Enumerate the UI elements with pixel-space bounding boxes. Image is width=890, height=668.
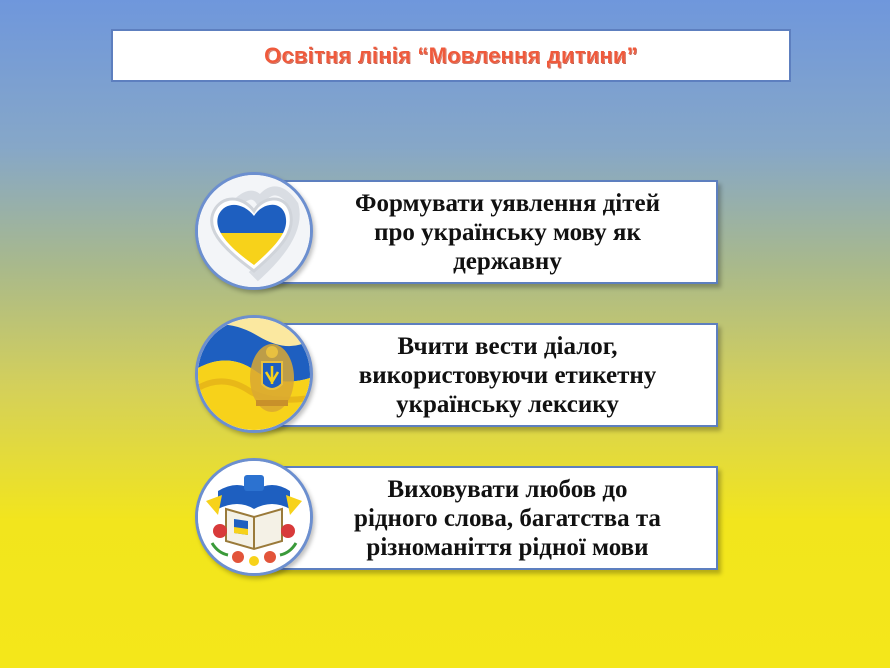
heart-flag-icon bbox=[195, 172, 313, 290]
item-text-2: Вчити вести діалог, використовуючи етикетну українську лексику bbox=[358, 332, 657, 418]
item-text-1: Формувати уявлення дітей про українську мову як державну bbox=[355, 189, 660, 275]
list-item-2 bbox=[195, 315, 725, 433]
item-box-2 bbox=[255, 323, 718, 427]
list-item-1 bbox=[195, 172, 725, 290]
title-banner bbox=[111, 29, 791, 82]
page-title: Освітня лінія “Мовлення дитини” bbox=[264, 42, 638, 68]
flag-coat-of-arms-icon bbox=[195, 315, 313, 433]
item-text-3: Виховувати любов до рідного слова, багатства та різноманіття рідної мови bbox=[354, 475, 661, 561]
item-box-1 bbox=[255, 180, 718, 284]
book-emblem-icon bbox=[195, 458, 313, 576]
item-box-3 bbox=[255, 466, 718, 570]
list-item-3 bbox=[195, 458, 725, 576]
